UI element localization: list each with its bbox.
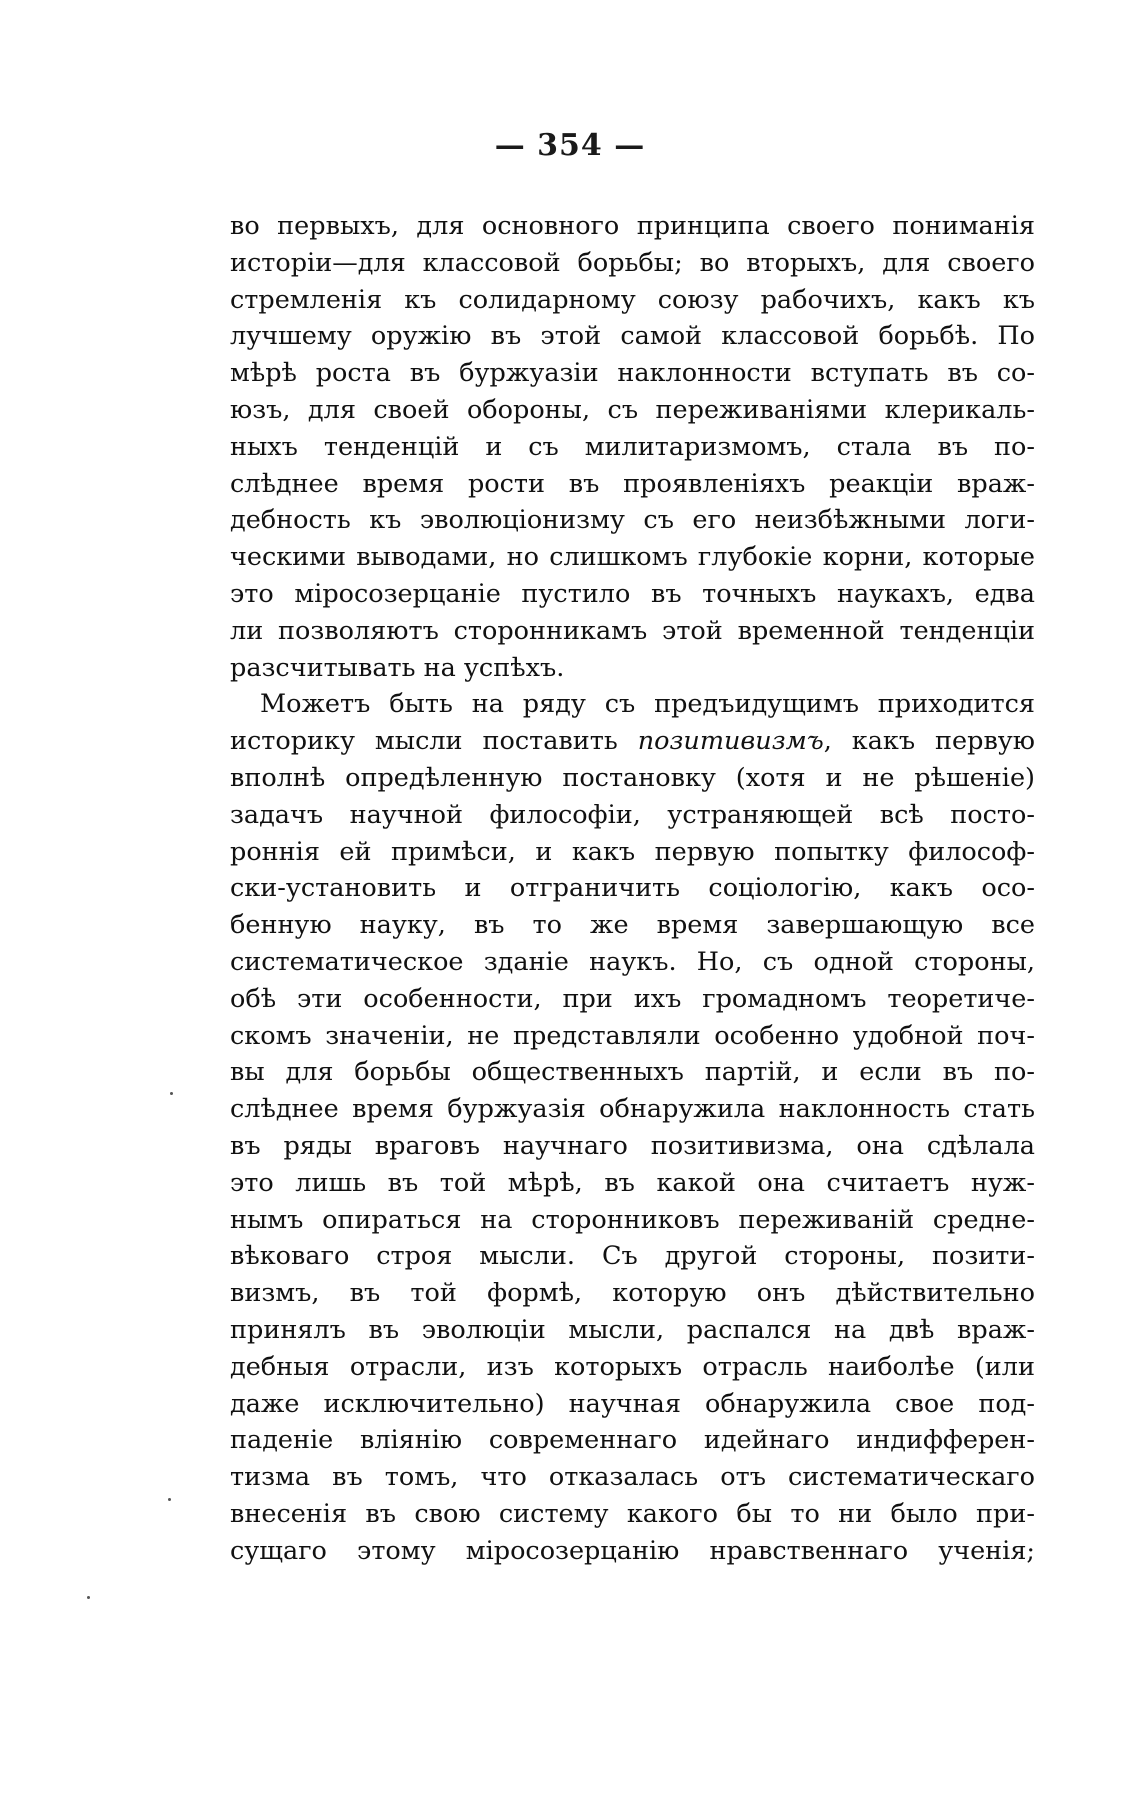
text-line	[230, 723, 1035, 760]
text-line: дебныя отрасли, изъ которыхъ отрасль наиболѣе (или	[230, 1351, 1035, 1382]
text-line: слѣднее время рости въ проявленіяхъ реакціи враж-	[230, 468, 1035, 499]
text-line: задачъ научной философіи, устраняющей всѣ посто-	[230, 799, 1035, 830]
text-line: даже исключительно) научная обнаружила свое под-	[230, 1388, 1035, 1419]
text-line: во первыхъ, для основного принципа своего пониманія	[230, 211, 1035, 241]
text-line: визмъ, въ той формѣ, которую онъ дѣйствительно	[230, 1278, 1035, 1309]
text-line: въ ряды враговъ научнаго позитивизма, она сдѣлала	[230, 1130, 1035, 1161]
text-line: юзъ, для своей обороны, съ переживаніями клерикаль-	[230, 394, 1035, 425]
text-line: это лишь въ той мѣрѣ, въ какой она считаетъ нуж-	[230, 1167, 1035, 1198]
text-line: это міросозерцаніе пустило въ точныхъ наукахъ, едва	[230, 578, 1035, 609]
page-number: — 354 —	[494, 128, 646, 163]
text-line: ски-установить и отграничить соціологію, какъ осо-	[230, 873, 1035, 904]
text-line: внесенія въ свою систему какого бы то ни было при-	[230, 1498, 1035, 1529]
text-line: исторіи—для классовой борьбы; во вторыхъ, для своего	[230, 247, 1035, 278]
margin-speck	[170, 1092, 173, 1095]
text-line: вы для борьбы общественныхъ партій, и если въ по-	[230, 1057, 1035, 1088]
text-line: вполнѣ опредѣленную постановку (хотя и не рѣшеніе)	[230, 762, 1035, 793]
text-line: обѣ эти особенности, при ихъ громадномъ теоретиче-	[230, 983, 1035, 1014]
margin-speck	[87, 1596, 90, 1599]
text-line: систематическое зданіе наукъ. Но, съ одной стороны,	[230, 946, 1035, 977]
text-line: ныхъ тенденцій и съ милитаризмомъ, стала въ по-	[230, 431, 1035, 462]
text-run: историку мысли поставить	[230, 726, 638, 757]
text-line: ческими выводами, но слишкомъ глубокіе корни, которые	[230, 542, 1035, 573]
text-line: роннія ей примѣси, и какъ первую попытку философ-	[230, 836, 1035, 867]
text-line: Можетъ быть на ряду съ предъидущимъ приходится	[260, 689, 1035, 720]
text-line: тизма въ томъ, что отказалась отъ систематическаго	[230, 1462, 1035, 1493]
text-line: принялъ въ эволюціи мысли, распался на двѣ враж-	[230, 1314, 1035, 1345]
italic-term: позитивизмъ	[637, 726, 824, 757]
text-line: паденіе вліянію современнаго идейнаго индифферен-	[230, 1425, 1035, 1456]
text-line: разсчитывать на успѣхъ.	[230, 652, 565, 683]
body-text	[230, 208, 1035, 1569]
paragraph-1	[230, 208, 1035, 686]
text-line: мѣрѣ роста въ буржуазіи наклонности вступать въ со-	[230, 358, 1035, 389]
text-line: нымъ опираться на сторонниковъ переживаній средне-	[230, 1204, 1035, 1235]
text-run: , какъ первую	[823, 726, 1035, 757]
paragraph-2	[230, 686, 1035, 1569]
text-line: бенную науку, въ то же время завершающую все	[230, 910, 1035, 941]
text-line: дебность къ эволюціонизму съ его неизбѣжными логи-	[230, 505, 1035, 536]
text-line: ли позволяютъ сторонникамъ этой временной тенденціи	[230, 615, 1035, 646]
text-line: скомъ значеніи, не представляли особенно удобной поч-	[230, 1020, 1035, 1051]
margin-speck	[168, 1498, 171, 1501]
text-line: слѣднее время буржуазія обнаружила наклонность стать	[230, 1094, 1035, 1125]
text-line: стремленія къ солидарному союзу рабочихъ, какъ къ	[230, 284, 1035, 315]
text-line: вѣковаго строя мысли. Съ другой стороны, позити-	[230, 1241, 1035, 1272]
text-line: лучшему оружію въ этой самой классовой борьбѣ. По	[230, 321, 1035, 352]
text-line: сущаго этому міросозерцанію нравственнаго ученія;	[230, 1535, 1035, 1566]
